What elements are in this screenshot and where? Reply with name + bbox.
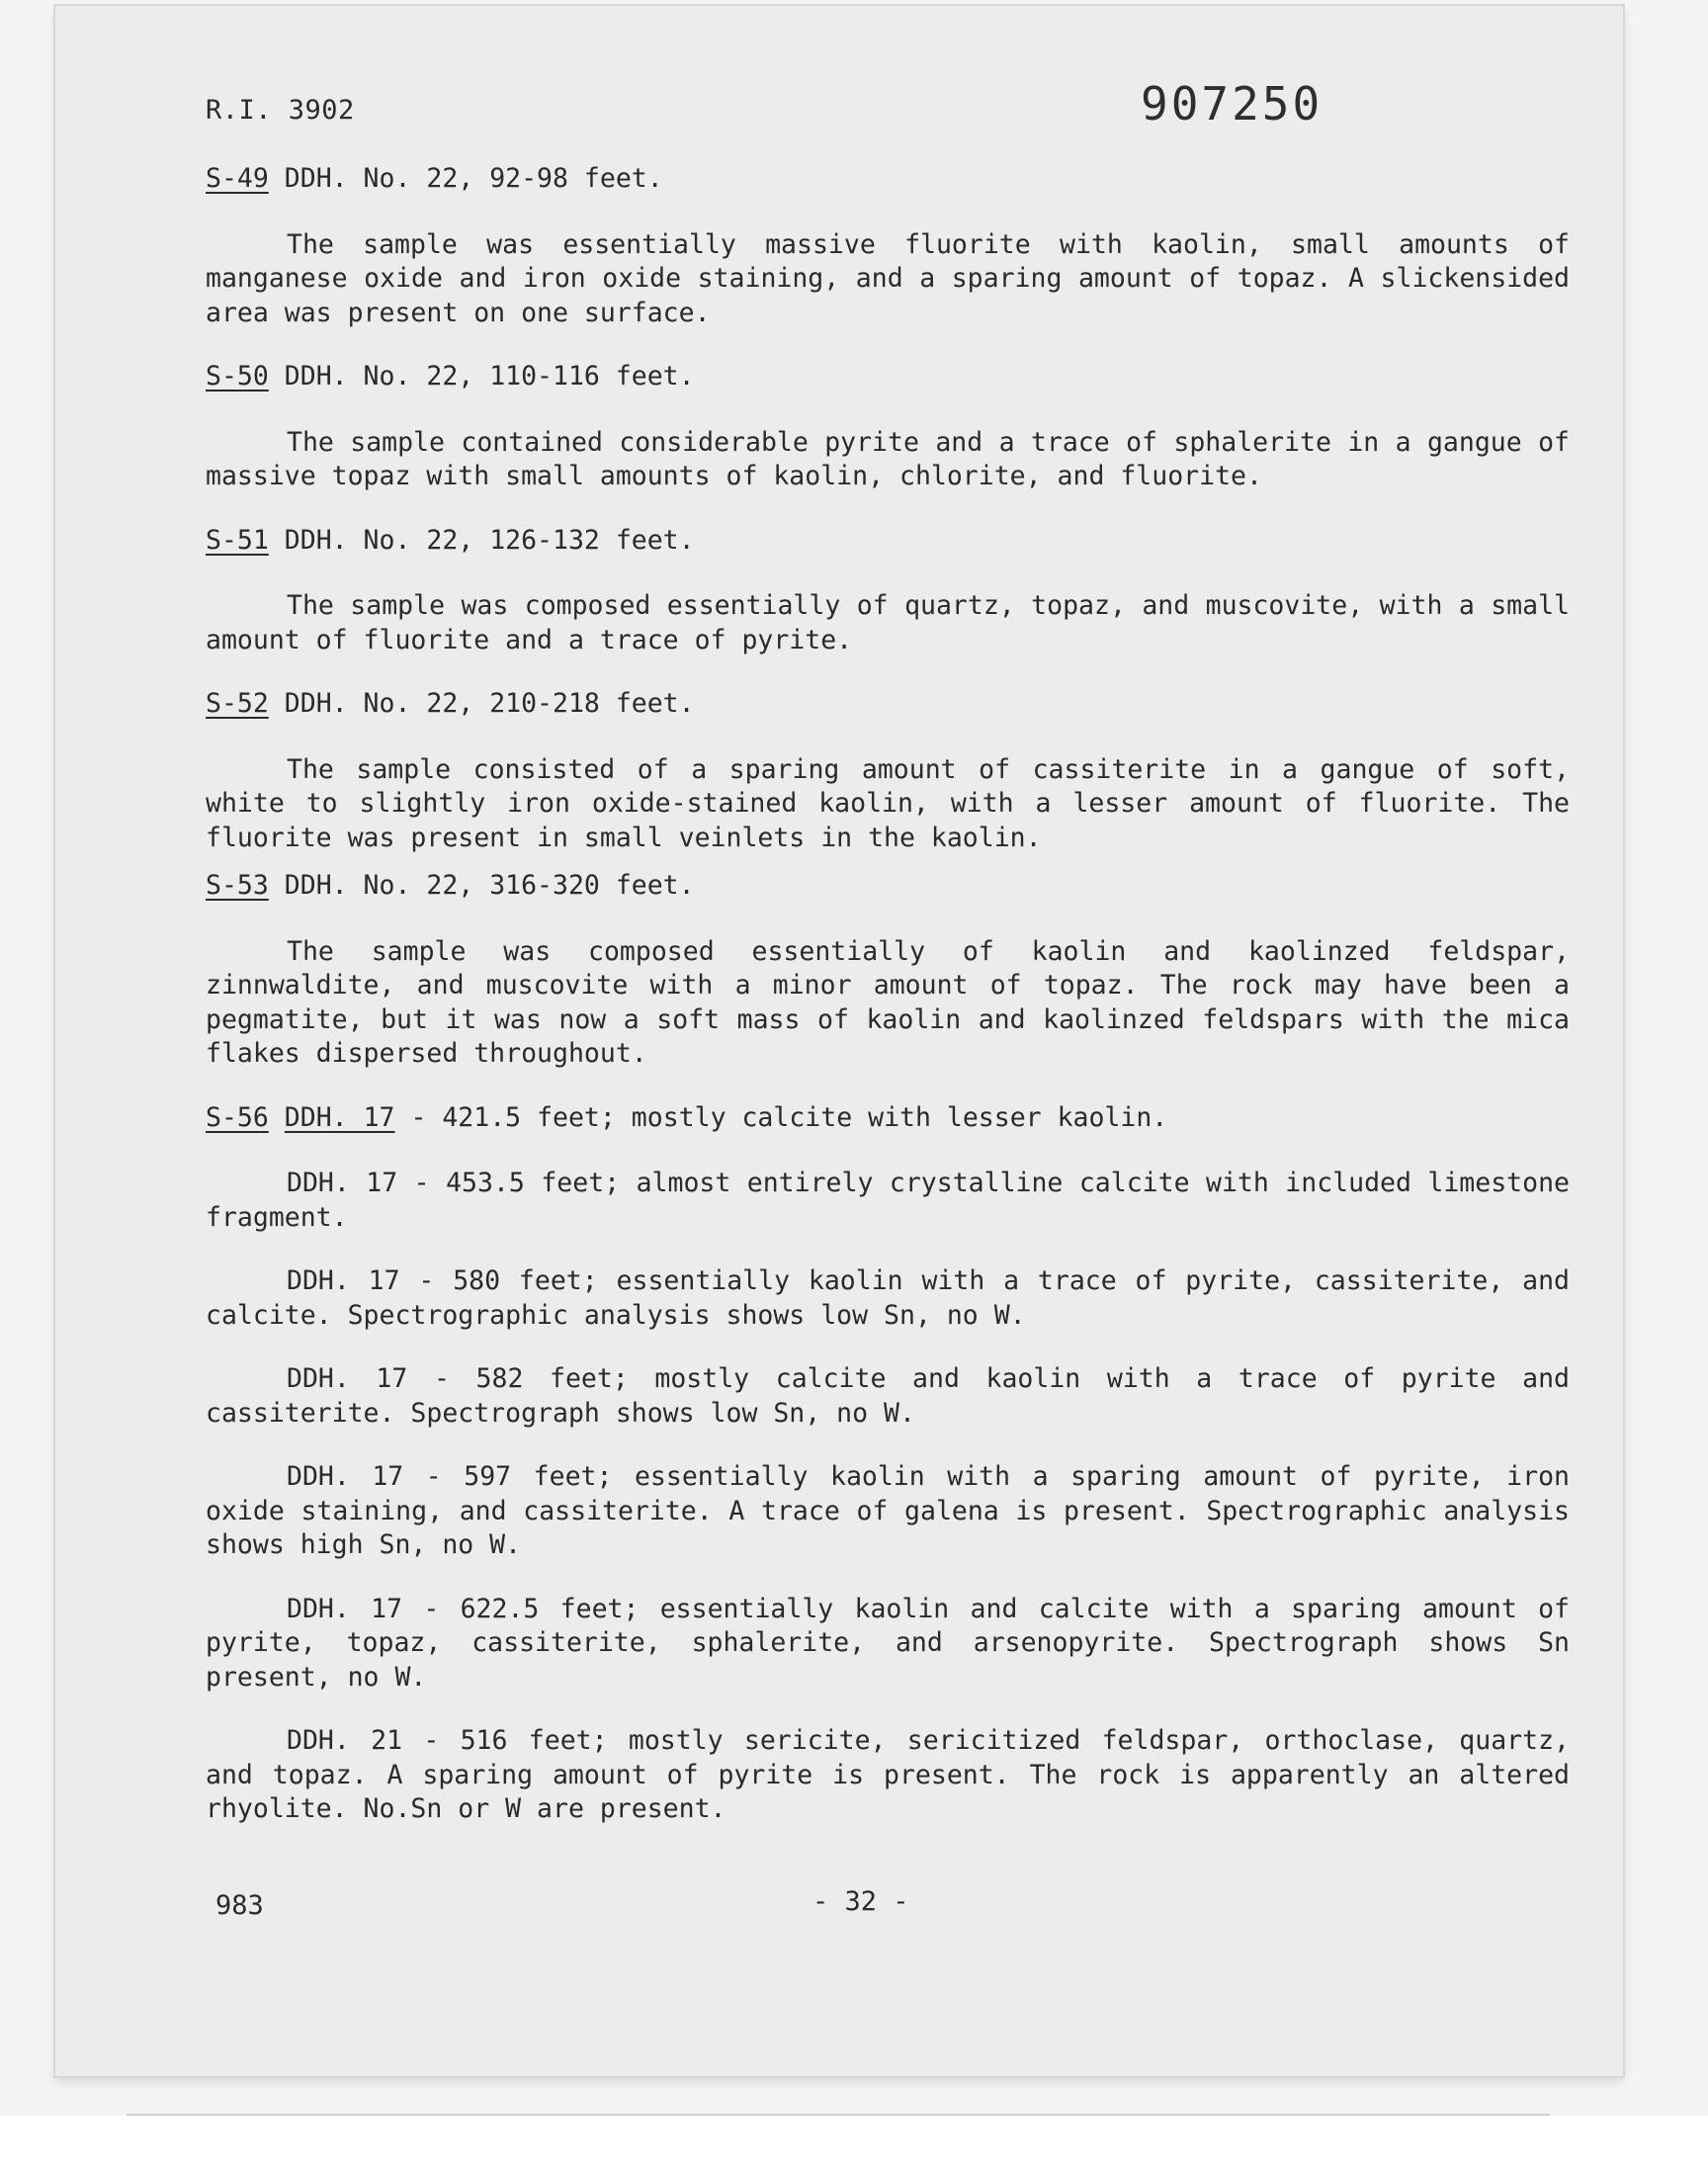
drill-hole-note: DDH. 17 - 580 feet; essentially kaolin with a trace of pyrite, cassiterite, and calcite. Spectrographic analysis shows low Sn, no W. [206,1265,1570,1331]
entry-heading-s49 [206,162,1570,197]
page-number: - 32 - [812,1886,909,1917]
heading-text: - 421.5 feet; mostly calcite with lesser kaolin. [394,1101,1168,1133]
entry-description-s50: The sample contained considerable pyrite and a trace of sphalerite in a gangue of massive topaz with small amounts of kaolin, chlorite, and fluorite. [206,426,1570,491]
sample-id: S-50 [206,361,269,392]
drill-hole-note: DDH. 17 - 597 feet; essentially kaolin with a sparing amount of pyrite, iron oxide staining, and cassiterite. A trace of galena is present. Spectrographic analysis shows high Sn, no W. [206,1461,1570,1560]
entry-heading-s56 [206,1101,1570,1136]
heading-text: DDH. No. 22, 210-218 feet. [268,688,695,719]
heading-text: DDH. No. 22, 316-320 feet. [268,870,695,901]
report-body [206,162,1570,1827]
document-number: 907250 [1141,77,1324,130]
entry-heading-s52 [206,687,1570,722]
document-page [55,6,1623,2076]
entry-heading-s53 [206,869,1570,904]
sample-id: S-52 [206,688,269,719]
sample-id: S-53 [206,870,269,901]
sample-id: S-56 [206,1101,269,1133]
entry-heading-s51 [206,524,1570,559]
footer-number: 983 [215,1890,264,1921]
heading-text: DDH. No. 22, 126-132 feet. [268,524,695,556]
sample-id: S-49 [206,163,269,194]
entry-description-s49: The sample was essentially massive fluorite with kaolin, small amounts of manganese oxide and iron oxide staining, and a sparing amount of topaz. A slickensided area was present on one surface. [206,228,1570,328]
drill-hole-note: DDH. 21 - 516 feet; mostly sericite, sericitized feldspar, orthoclase, quartz, and topaz. A sparing amount of pyrite is present. The rock is apparently an altered rhyolite. No.Sn or W are present. [206,1725,1570,1824]
drill-hole-note: DDH. 17 - 453.5 feet; almost entirely crystalline calcite with included limestone fragment. [206,1168,1570,1233]
entry-description-s53: The sample was composed essentially of kaolin and kaolinzed feldspar, zinnwaldite, and muscovite with a minor amount of topaz. The rock may have been a pegmatite, but it was now a soft mass of kaolin and kaolinzed feldspars with the mica flakes dispersed throughout. [206,935,1570,1069]
entry-heading-s50 [206,360,1570,394]
heading-text: DDH. No. 22, 92-98 feet. [268,163,663,194]
heading-text: DDH. No. 22, 110-116 feet. [268,361,695,392]
drill-hole-note: DDH. 17 - 622.5 feet; essentially kaolin and calcite with a sparing amount of pyrite, topaz, cassiterite, sphalerite, and arsenopyrite. Spectrograph shows Sn present, no W. [206,1593,1570,1693]
drill-hole-note: DDH. 17 - 582 feet; mostly calcite and kaolin with a trace of pyrite and cassiterite. Spectrograph shows low Sn, no W. [206,1363,1570,1429]
report-number: R.I. 3902 [206,95,355,126]
sample-id: S-51 [206,524,269,556]
ddh-label: DDH. 17 [284,1101,395,1133]
entry-description-s52: The sample consisted of a sparing amount of cassiterite in a gangue of soft, white to slightly iron oxide-stained kaolin, with a lesser amount of fluorite. The fluorite was present in small veinlets in the kaolin. [206,753,1570,853]
bottom-divider [127,2114,1550,2116]
entry-description-s51: The sample was composed essentially of quartz, topaz, and muscovite, with a small amount of fluorite and a trace of pyrite. [206,590,1570,655]
